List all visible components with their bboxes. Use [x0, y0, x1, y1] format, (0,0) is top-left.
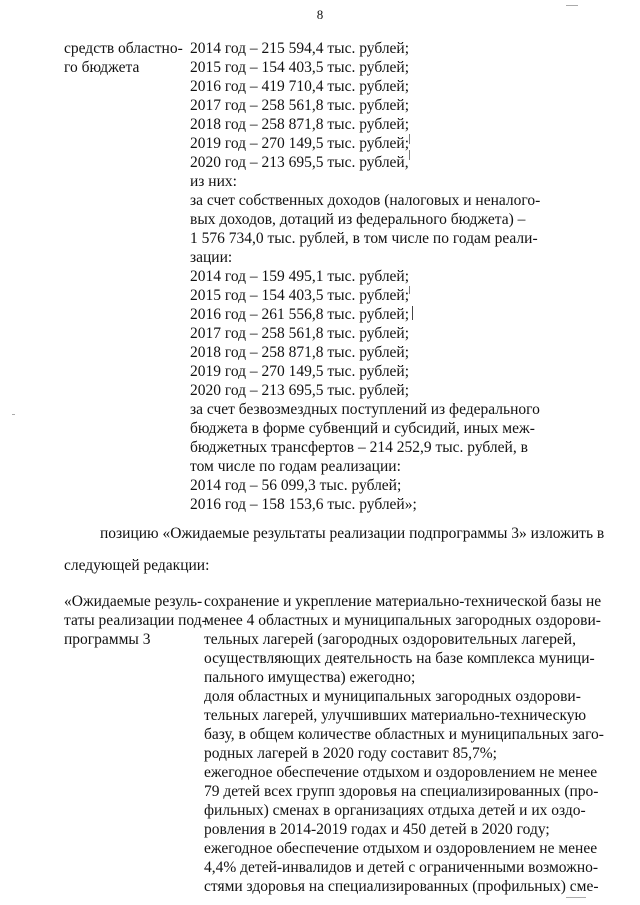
results-line: сохранение и укрепление материально-технической базы не	[204, 593, 602, 610]
scan-mark	[409, 134, 410, 144]
results-line: базу, в общем количестве областных и муниципальных заго-	[204, 726, 604, 743]
funding-line: из них:	[190, 173, 237, 190]
results-line: ровления в 2014-2019 годах и 450 детей в 2020 году;	[204, 821, 550, 838]
funding-line: вых доходов, дотаций из федерального бюджета) –	[190, 211, 526, 228]
results-line: родных лагерей в 2020 году составит 85,7%;	[204, 745, 497, 762]
funding-line: 2019 год – 270 149,5 тыс. рублей;	[190, 363, 410, 380]
funding-line: 2014 год – 159 495,1 тыс. рублей;	[190, 268, 410, 285]
funding-line: 2015 год – 154 403,5 тыс. рублей;	[190, 59, 410, 76]
results-line: тельных лагерей, улучшивших материально-техническую	[204, 707, 587, 724]
funding-line: 2019 год – 270 149,5 тыс. рублей;	[190, 135, 410, 152]
funding-line: 2016 год – 158 153,6 тыс. рублей»;	[190, 496, 417, 513]
funding-line: 2016 год – 419 710,4 тыс. рублей;	[190, 78, 410, 95]
funding-line: том числе по годам реализации:	[190, 458, 401, 475]
results-line: ежегодное обеспечение отдыхом и оздоровлением не менее	[204, 840, 598, 857]
funding-line: 2020 год – 213 695,5 тыс. рублей,	[190, 154, 409, 171]
funding-line: 2020 год – 213 695,5 тыс. рублей;	[190, 382, 410, 399]
funding-line: 2017 год – 258 561,8 тыс. рублей;	[190, 97, 410, 114]
funding-line: бюджетных трансфертов – 214 252,9 тыс. рублей, в	[190, 439, 528, 456]
funding-line: 2014 год – 215 594,4 тыс. рублей;	[190, 40, 410, 57]
funding-line: за счет безвозмездных поступлений из федерального	[190, 401, 540, 418]
funding-line: 1 576 734,0 тыс. рублей, в том числе по годам реали-	[190, 230, 538, 247]
scan-speck	[566, 897, 586, 898]
funding-line: 2017 год – 258 561,8 тыс. рублей;	[190, 325, 410, 342]
results-line: 79 детей всех групп здоровья на специализированных (про-	[204, 783, 599, 800]
paragraph-line: позицию «Ожидаемые результаты реализации подпрограммы 3» изложить в	[100, 525, 605, 542]
funding-line: 2016 год – 261 556,8 тыс. рублей;	[190, 306, 410, 323]
paragraph-line: следующей редакции:	[64, 557, 210, 574]
results-line: фильных) сменах в организациях отдыха детей и их оздо-	[204, 802, 586, 819]
scan-mark	[409, 286, 410, 294]
results-line: пального имущества) ежегодно;	[204, 669, 416, 686]
funding-line: зации:	[190, 249, 233, 266]
funding-line: 2018 год – 258 871,8 тыс. рублей;	[190, 116, 410, 133]
results-line: 4,4% детей-инвалидов и детей с ограниченными возможно-	[204, 859, 599, 876]
funding-line: за счет собственных доходов (налоговых и неналого-	[190, 192, 541, 209]
funding-line: 2014 год – 56 099,3 тыс. рублей;	[190, 477, 402, 494]
results-label-line: таты реализации под-	[64, 612, 207, 629]
funding-line: 2015 год – 154 403,5 тыс. рублей;	[190, 287, 410, 304]
page-number: 8	[316, 7, 324, 22]
funding-line: 2018 год – 258 871,8 тыс. рублей;	[190, 344, 410, 361]
scan-speck	[12, 414, 15, 415]
scan-speck	[566, 5, 578, 6]
results-line: ежегодное обеспечение отдыхом и оздоровлением не менее	[204, 764, 598, 781]
funding-label-line: средств областно-	[64, 40, 183, 57]
results-line: тельных лагерей (загородных оздоровительных лагерей,	[204, 631, 576, 648]
results-line: менее 4 областных и муниципальных загородных оздорови-	[204, 612, 601, 629]
funding-label-line: го бюджета	[64, 59, 140, 76]
results-line: стями здоровья на специализированных (профильных) сме-	[204, 878, 599, 895]
results-line: доля областных и муниципальных загородных оздорови-	[204, 688, 581, 705]
results-label-line: «Ожидаемые резуль-	[64, 593, 203, 610]
results-label-line: программы 3	[64, 631, 151, 648]
funding-line: бюджета в форме субвенций и субсидий, иных меж-	[190, 420, 535, 437]
scan-mark	[409, 150, 410, 160]
scan-mark	[412, 306, 413, 320]
results-line: осуществляющих деятельность на базе комплекса муници-	[204, 650, 595, 667]
